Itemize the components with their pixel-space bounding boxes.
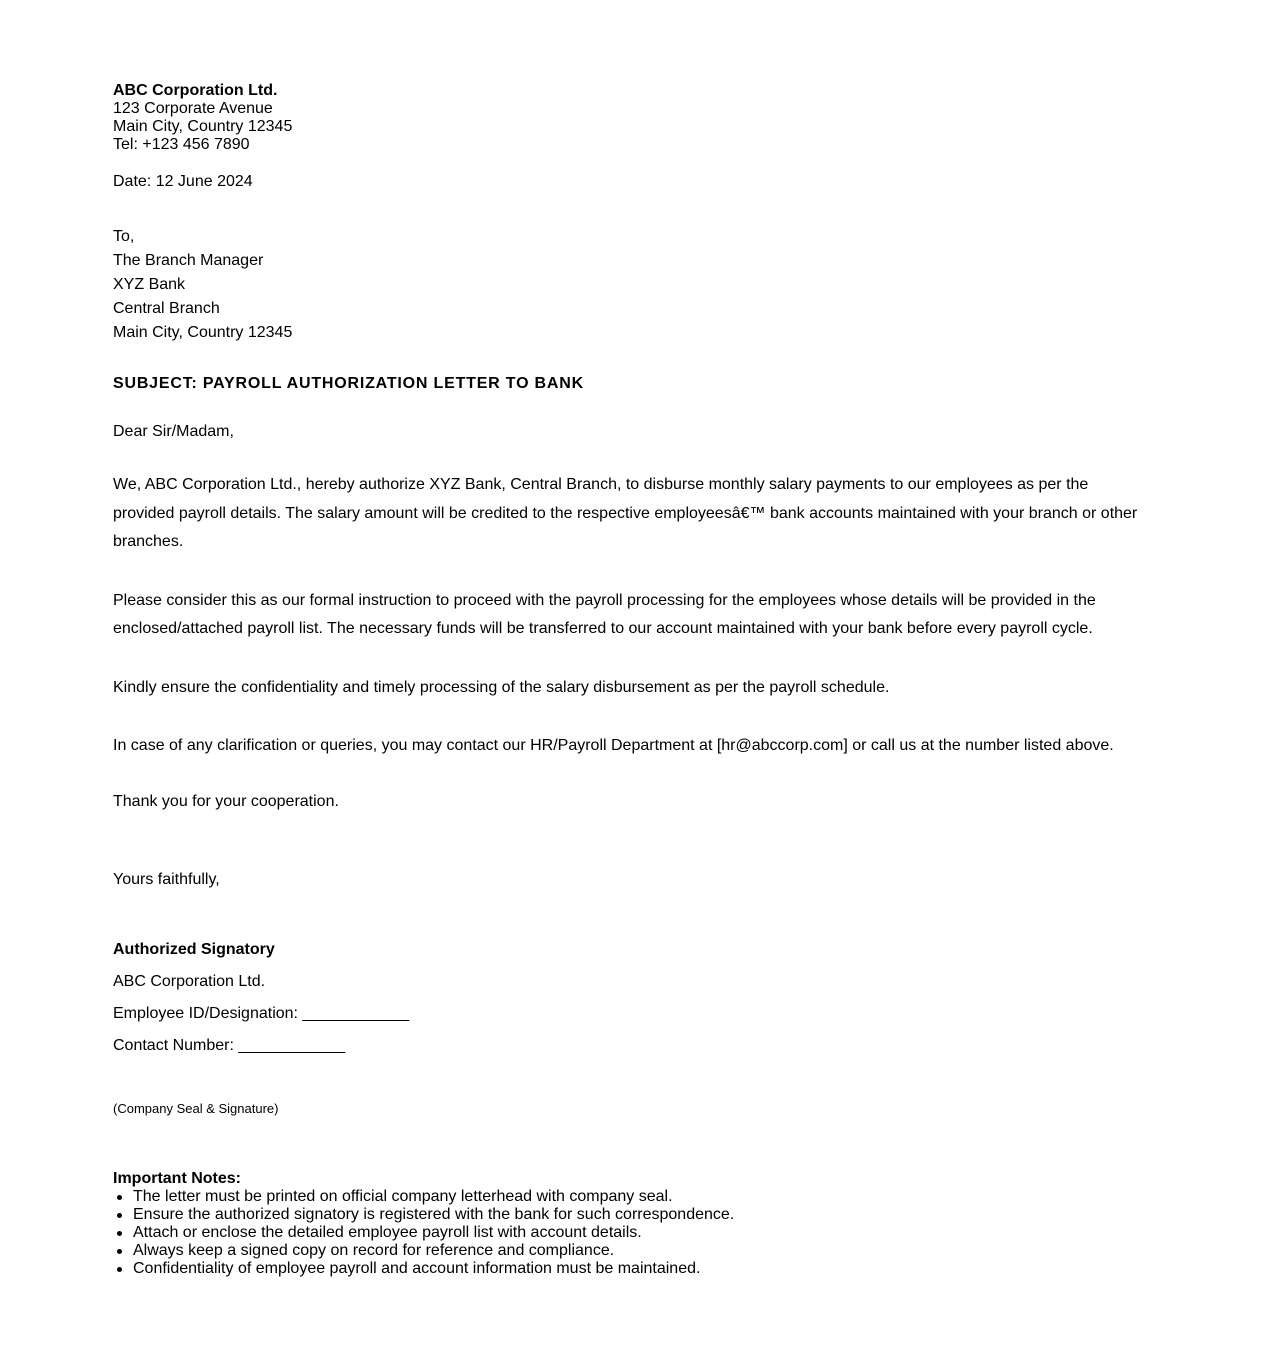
bullet-icon xyxy=(117,1213,122,1218)
recipient-to: To, xyxy=(113,228,135,245)
recipient-branch: Central Branch xyxy=(113,300,220,317)
bullet-icon xyxy=(117,1249,122,1254)
recipient-city: Main City, Country 12345 xyxy=(113,324,293,341)
recipient-bank: XYZ Bank xyxy=(113,276,186,293)
list-item xyxy=(133,1242,1153,1260)
recipient-block xyxy=(113,225,1153,345)
signatory-title: Authorized Signatory xyxy=(113,940,275,958)
notes-list xyxy=(113,1188,1153,1278)
signoff: Yours faithfully, xyxy=(113,870,220,888)
list-item xyxy=(133,1188,1153,1206)
signatory-block xyxy=(113,934,1153,1062)
list-item xyxy=(133,1260,1153,1278)
bullet-icon xyxy=(117,1195,122,1200)
closing-line: Thank you for your cooperation. xyxy=(113,792,339,810)
note-text: Attach or enclose the detailed employee payroll list with account details. xyxy=(133,1223,642,1241)
notes-title: Important Notes: xyxy=(113,1169,241,1187)
letter-date: Date: 12 June 2024 xyxy=(113,173,253,190)
note-text: Ensure the authorized signatory is registered with the bank for such correspondence. xyxy=(133,1205,735,1223)
signatory-employee-id: Employee ID/Designation: ____________ xyxy=(113,1004,410,1022)
signatory-company: ABC Corporation Ltd. xyxy=(113,972,266,990)
sender-address-line2: Main City, Country 12345 xyxy=(113,118,293,135)
sender-phone: Tel: +123 456 7890 xyxy=(113,136,250,153)
note-text: Always keep a signed copy on record for reference and compliance. xyxy=(133,1241,615,1259)
letter-page xyxy=(113,82,1153,1278)
sender-block xyxy=(113,82,1153,154)
recipient-title: The Branch Manager xyxy=(113,252,264,269)
bullet-icon xyxy=(117,1231,122,1236)
note-text: The letter must be printed on official company letterhead with company seal. xyxy=(133,1187,673,1205)
important-notes xyxy=(113,1170,1153,1278)
subject-line: SUBJECT: PAYROLL AUTHORIZATION LETTER TO BANK xyxy=(113,375,584,392)
signatory-contact: Contact Number: ____________ xyxy=(113,1036,346,1054)
note-text: Confidentiality of employee payroll and account information must be maintained. xyxy=(133,1259,701,1277)
body-paragraph-3: Kindly ensure the confidentiality and timely processing of the salary disbursement as per the payroll schedule. xyxy=(113,678,890,696)
body-paragraph-1: We, ABC Corporation Ltd., hereby authorize XYZ Bank, Central Branch, to disburse monthly salary payments to our employees as per the provided payroll details. The salary amount will be credited to the respective employeesâ€™ bank accounts maintained with your branch or other branches. xyxy=(113,476,1138,550)
list-item xyxy=(133,1206,1153,1224)
seal-note: (Company Seal & Signature) xyxy=(113,1100,279,1116)
bullet-icon xyxy=(117,1267,122,1272)
salutation: Dear Sir/Madam, xyxy=(113,423,234,440)
sender-address-line1: 123 Corporate Avenue xyxy=(113,100,273,117)
sender-company: ABC Corporation Ltd. xyxy=(113,82,278,99)
body-paragraph-2: Please consider this as our formal instruction to proceed with the payroll processing for the employees whose details will be provided in the enclosed/attached payroll list. The necessary funds will be transferred to our account maintained with your bank before every payroll cycle. xyxy=(113,591,1096,637)
body-paragraph-4: In case of any clarification or queries, you may contact our HR/Payroll Department at [hr@abccorp.com] or call us at the number listed above. xyxy=(113,737,1114,754)
list-item xyxy=(133,1224,1153,1242)
